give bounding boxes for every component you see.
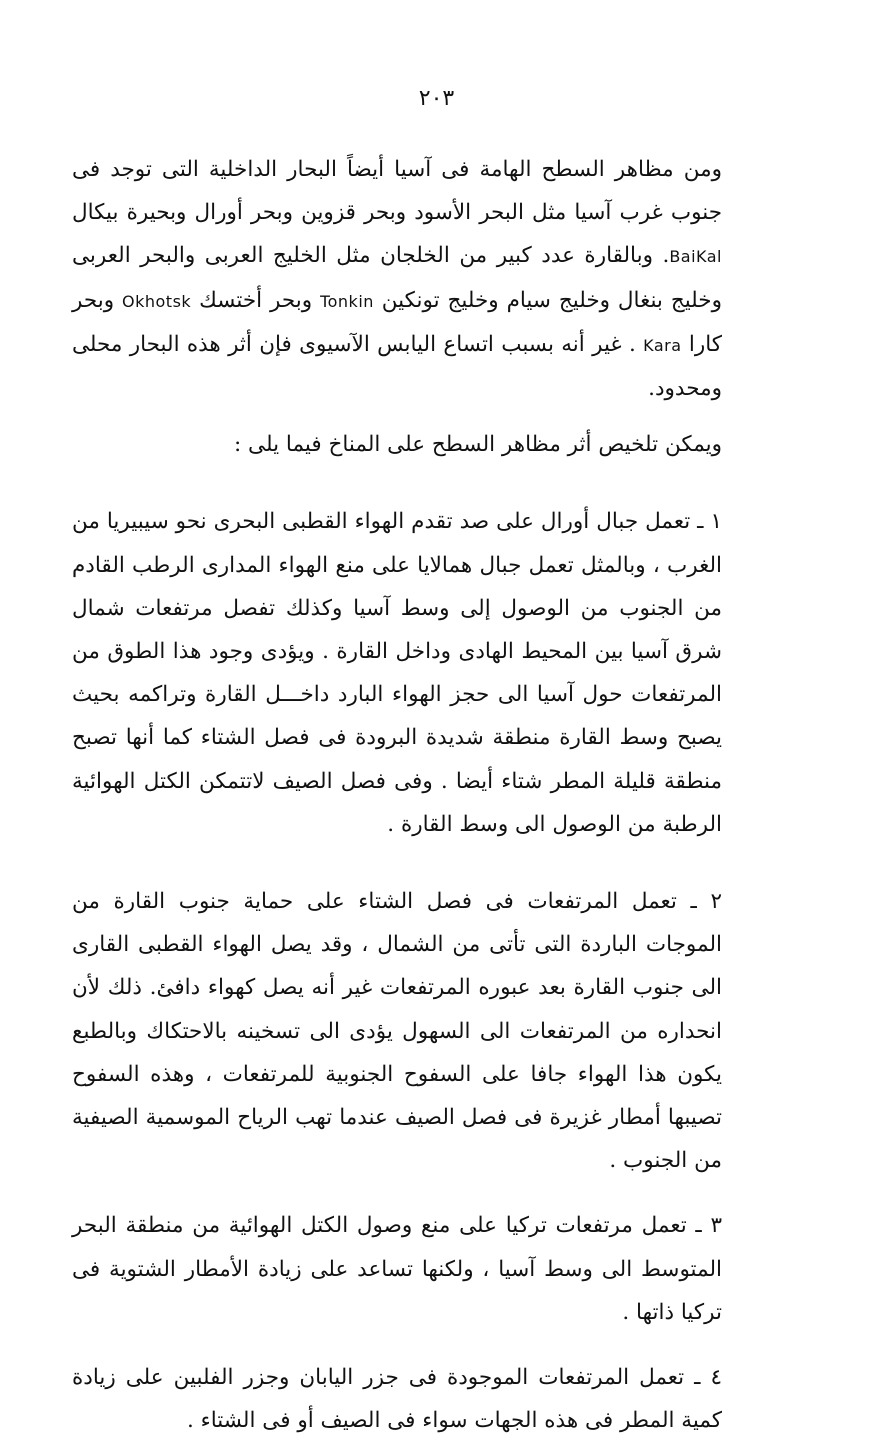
- latin-term-okhotsk: Okhotsk: [122, 291, 192, 311]
- intro-text-5: . غير أنه بسبب اتساع اليابس الآسيوى فإن أثر هذه البحار محلى ومحدود.: [72, 331, 722, 402]
- intro-text-1: ومن مظاهر السطح الهامة فى آسيا أيضاً البحار الداخلية التى توجد فى جنوب غرب آسيا مثل البحر الأسود وبحر قزوين وبحر أورال وبحيرة بيكال: [72, 157, 722, 226]
- paragraph-summary: ويمكن تلخيص أثر مظاهر السطح على المناخ فيما يلى :: [233, 432, 722, 458]
- intro-text-4: وبحر كارا: [72, 287, 722, 357]
- paragraph-intro: [72, 148, 722, 410]
- paragraph-point-1: ١ ـ تعمل جبال أورال على صد تقدم الهواء القطبى البحرى نحو سيبيريا من الغرب ، وبالمثل تعمل جبال همالايا على منع الهواء المدارى الرطب القادم من الجنوب من الوصول إلى وسط آسيا وكذلك تفصل مرتفعات شمال شرق آسيا بين المحيط الهادى وداخل القارة . ويؤدى وجود هذا الطوق من المرتفعات حول آسيا الى حجز الهواء البارد داخـــل القارة وتراكمه بحيث يصبح وسط القارة منطقة شديدة البرودة فى فصل الشتاء كما أنها تصبح منطقة قليلة المطر شتاء أيضا . وفى فصل الصيف لاتتمكن الكتل الهوائية الرطبة من الوصول الى وسط القارة .: [72, 509, 722, 837]
- page-body: [72, 148, 722, 1442]
- paragraph-point-3: ٣ ـ تعمل مرتفعات تركيا على منع وصول الكتل الهوائية من منطقة البحر المتوسط الى وسط آسيا ، ولكنها تساعد على زيادة الأمطار الشتوية فى تركيا ذاتها .: [72, 1213, 722, 1325]
- paragraph-point-4: ٤ ـ تعمل المرتفعات الموجودة فى جزر اليابان وجزر الفلبين على زيادة كمية المطر فى هذه الجهات سواء فى الصيف أو فى الشتاء .: [72, 1365, 722, 1434]
- intro-text-2: . وبالقارة عدد كبير من الخلجان مثل الخليج العربى والبحر العربى وخليج بنغال وخليج سيام وخليج تونكين: [72, 243, 722, 313]
- paragraph-point-2: ٢ ـ تعمل المرتفعات فى فصل الشتاء على حماية جنوب القارة من الموجات الباردة التى تأتى من الشمال ، وقد يصل الهواء القطبى القارى الى جنوب القارة بعد عبوره المرتفعات غير أنه يصل كهواء دافئ. ذلك لأن انحداره من المرتفعات الى السهول يؤدى الى تسخينه بالاحتكاك وبالطبع يكون هذا الهواء جافا على السفوح الجنوبية للمرتفعات ، وهذه السفوح تصيبها أمطار غزيرة فى فصل الصيف عندما تهب الرياح الموسمية الصيفية من الجنوب .: [72, 889, 722, 1174]
- latin-term-tonkin: Tonkin: [320, 291, 374, 311]
- latin-term-baikal: BaiKal: [669, 247, 722, 267]
- intro-text-3: وبحر أختسك: [191, 287, 321, 313]
- page-number: ٢٠٣: [418, 86, 455, 111]
- latin-term-kara: Kara: [643, 335, 682, 355]
